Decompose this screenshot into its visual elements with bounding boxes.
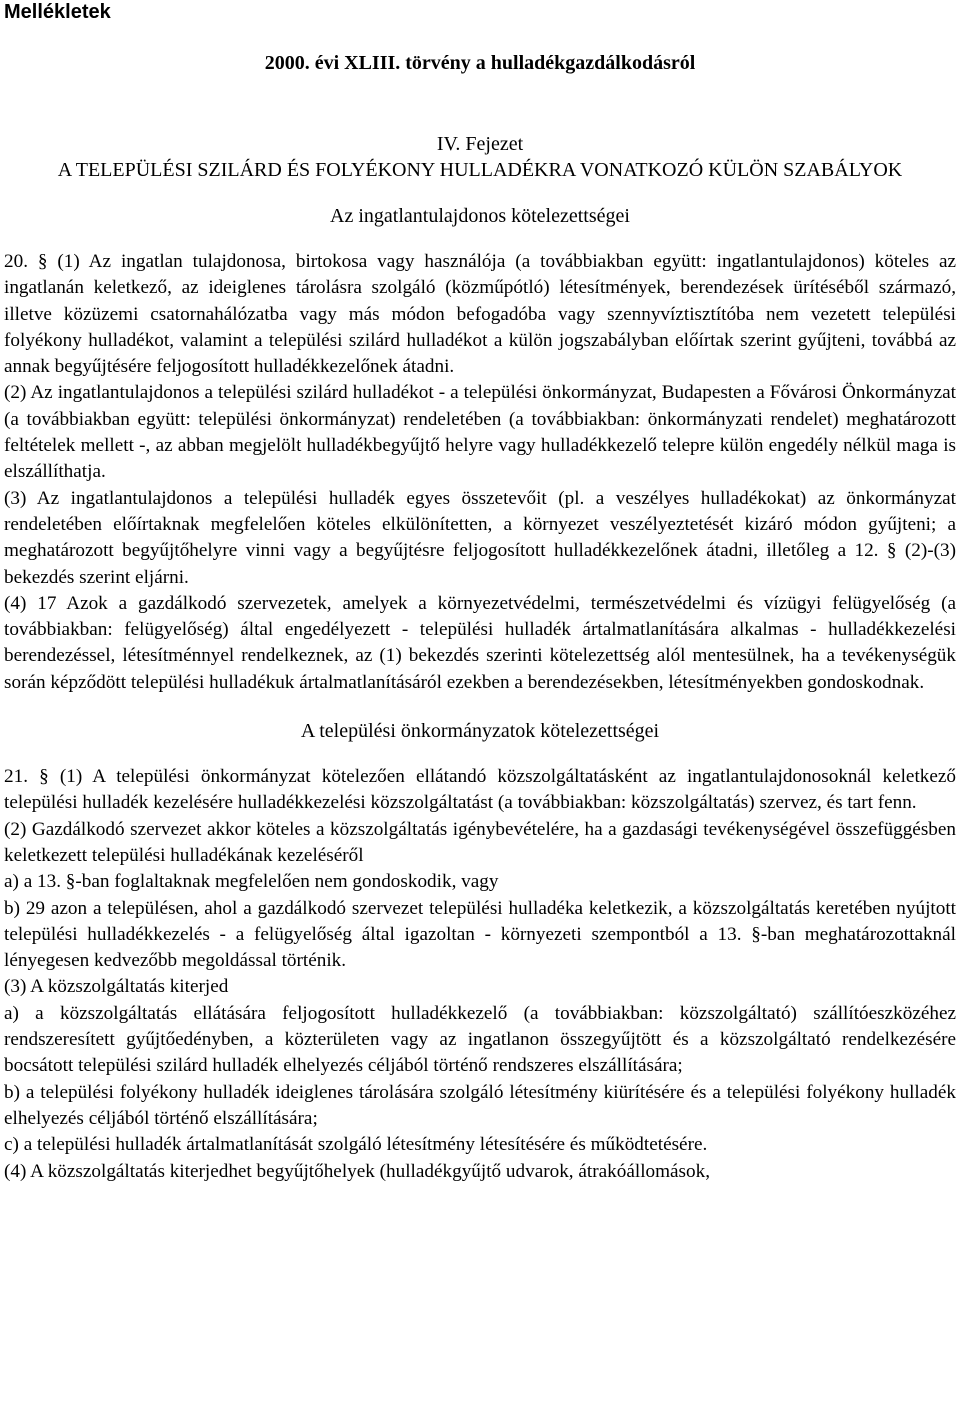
chapter-title: A TELEPÜLÉSI SZILÁRD ÉS FOLYÉKONY HULLADÉKRA VONATKOZÓ KÜLÖN SZABÁLYOK	[57, 159, 903, 181]
paragraph: (4) A közszolgáltatás kiterjedhet begyűjtőhelyek (hulladékgyűjtő udvarok, átrakóállomások,	[4, 1160, 711, 1182]
paragraph: b) a települési folyékony hulladék ideiglenes tárolására szolgáló létesítmény kiürítésére és a települési folyékony hulladék elhelyezés céljából történő elszállítására;	[4, 1081, 956, 1129]
paragraph: a) a közszolgáltatás ellátására feljogosított hulladékkezelő (a továbbiakban: közszolgáltató) szállítóeszközéhez rendszeresített gyűjtőedényben, a közterületen vagy az ingatlanon összegyűjtött és a közszolgáltató rendelkezésére bocsátott települési szilárd hulladék elhelyezés céljából történő rendszeres elszállítására;	[4, 1002, 956, 1077]
page-header-label: Mellékletek	[4, 1, 111, 23]
paragraph: 20. § (1) Az ingatlan tulajdonosa, birtokosa vagy használója (a továbbiakban együtt: ingatlantulajdonos) köteles az ingatlanán keletkező, az ideiglenes tárolásra szolgáló (közműpótló) létesítmények, berendezések ürítéséből származó, illetve közüzemi csatornahálózatba vagy más módon befogadóba vagy szennyvíztisztítóba nem vezetett települési folyékony hulladékot, valamint a települési szilárd hulladékot a külön jogszabályban előírtak szerint gyűjteni, továbbá az annak begyűjtésére feljogosított hulladékkezelőnek átadni.	[4, 251, 956, 378]
paragraph: (3) Az ingatlantulajdonos a települési hulladék egyes összetevőit (pl. a veszélyes hulladékokat) az önkormányzat rendeletében előírtaknak megfelelően köteles elkülönítetten, a környezet veszélyeztetését kizáró módon gyűjteni; a meghatározott begyűjtőhelyre vinni vagy a begyűjtésre feljogosított hulladékkezelőnek átadni, illetőleg a 12. § (2)-(3) bekezdés szerint eljárni.	[4, 487, 956, 588]
section-heading-owner-obligations: Az ingatlantulajdonos kötelezettségei	[330, 205, 630, 227]
paragraph: 21. § (1) A települési önkormányzat kötelezően ellátandó közszolgáltatásként az ingatlantulajdonosoknál keletkező települési hulladék kezelésére hulladékkezelési közszolgáltatást (a továbbiakban: közszolgáltatás) szervez, és tart fenn.	[4, 766, 956, 814]
document-page	[4, 0, 956, 1185]
paragraph: (3) A közszolgáltatás kiterjed	[4, 976, 229, 998]
chapter-heading	[4, 131, 956, 183]
paragraph: (2) Az ingatlantulajdonos a települési szilárd hulladékot - a települési önkormányzat, Budapesten a Fővárosi Önkormányzat (a továbbiakban együtt: települési önkormányzat) rendeletében (a továbbiakban: önkormányzati rendelet) meghatározott feltételek mellett -, az abban megjelölt hulladékbegyűjtő helyre vagy hulladékkezelő telepre külön engedély nélkül maga is elszállíthatja.	[4, 382, 956, 483]
paragraph: b) 29 azon a településen, ahol a gazdálkodó szervezet települési hulladéka keletkezik, a közszolgáltatás keretében nyújtott települési hulladékkezelés - a felügyelőség által igazoltan - környezeti szempontból a 13. §-ban meghatározottaknál lényegesen kedvezőbb megoldással történik.	[4, 897, 956, 972]
paragraph: (2) Gazdálkodó szervezet akkor köteles a közszolgáltatás igénybevételére, ha a gazdasági tevékenységével összefüggésben keletkezett települési hulladékának kezeléséről	[4, 818, 956, 866]
paragraph: a) a 13. §-ban foglaltaknak megfelelően nem gondoskodik, vagy	[4, 871, 499, 893]
section-heading-municipality-obligations: A települési önkormányzatok kötelezettségei	[300, 720, 660, 743]
chapter-number: IV. Fejezet	[436, 133, 524, 155]
law-title: 2000. évi XLIII. törvény a hulladékgazdálkodásról	[264, 52, 696, 74]
paragraph: c) a települési hulladék ártalmatlanítását szolgáló létesítmény létesítésére és működtetésére.	[4, 1134, 708, 1156]
paragraph: (4) 17 Azok a gazdálkodó szervezetek, amelyek a környezetvédelmi, természetvédelmi és vízügyi felügyelőség (a továbbiakban: felügyelőség) által engedélyezett - települési hulladék ártalmatlanítására alkalmas - hulladékkezelési berendezéssel, létesítménnyel rendelkeznek, az (1) bekezdés szerinti kötelezettség alól mentesülnek, ha a tevékenységük során képződött települési hulladékuk ártalmatlanításáról ezekben a berendezésekben, létesítményekben gondoskodnak.	[4, 592, 956, 693]
